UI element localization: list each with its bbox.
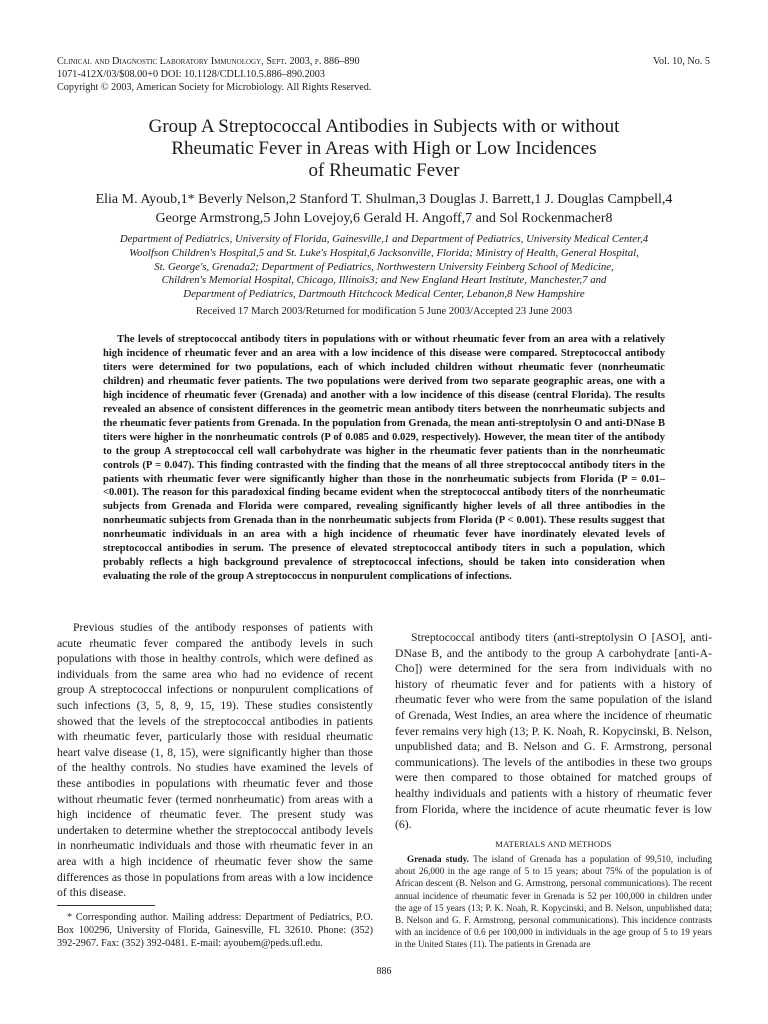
journal-line: Clinical and Diagnostic Laboratory Immunology, Sept. 2003, p. 886–890	[57, 56, 360, 67]
article-title	[60, 116, 708, 182]
title-line-1: Group A Streptococcal Antibodies in Subjects with or without	[148, 116, 620, 137]
copyright-line: Copyright © 2003, American Society for Microbiology. All Rights Reserved.	[57, 82, 372, 93]
intro-paragraph: Previous studies of the antibody responses of patients with acute rheumatic fever compared the antibody levels in such populations with those in healthy controls, which were defined as individuals from the same area who had no evidence of recent group A streptococcal infections or nonpurulent complications of such infections (3, 5, 8, 9, 15, 19). These studies consistently showed that the levels of the streptococcal antibodies in patients with rheumatic fever, particularly those with residual rheumatic heart valve disease (1, 8, 15), were significantly higher than those of the healthy controls. No studies have examined the levels of these antibodies in populations with rheumatic fever and those without rheumatic fever (termed nonrheumatic) from areas with a high incidence of rheumatic fever. The present study was undertaken to determine whether the streptococcal antibody levels in nonrheumatic individuals and those with rheumatic fever in an area with a high incidence of rheumatic fever show the same differences as those in populations from areas with a low incidence of this disease.	[57, 621, 373, 900]
subsection-text: The island of Grenada has a population of 99,510, including about 26,000 in the age range of 5 to 15 years; about 75% of the population is of African descent (B. Nelson and G. Armstrong, personal communications). The recent annual incidence of rheumatic fever in Grenada is 52 per 100,000 in children under the age of 15 years (13; P. K. Noah, R. Kopycinski, and B. Nelson, unpublished data; B. Nelson and G. F. Armstrong, personal communications). This incidence contrasts with an incidence of 0.6 per 100,000 in individuals in the age group of 5 to 19 years in the United States (11). The patients in Grenada are	[395, 854, 712, 950]
right-column	[395, 630, 712, 833]
received-dates: Received 17 March 2003/Returned for modification 5 June 2003/Accepted 23 June 2003	[195, 306, 573, 317]
author-list	[40, 190, 728, 228]
grenada-study-paragraph	[395, 853, 712, 951]
page-number: 886	[376, 966, 392, 977]
affiliation-line-3: St. George's, Grenada2; Department of Pediatrics, Northwestern University Feinberg School of Medicine,	[154, 260, 614, 273]
abstract: The levels of streptococcal antibody titers in populations with or without rheumatic fever from an area with a relatively high incidence of rheumatic fever and an area with a low incidence of this disease were compared. Streptococcal antibody titers were determined for two populations, each of which included children without rheumatic fever (nonrheumatic children) and rheumatic fever patients. The two populations were derived from two separate geographic areas, one with a high incidence of rheumatic fever (Grenada) and another with a low incidence of this disease (central Florida). The results revealed an absence of consistent differences in the geometric mean antibody titers between the nonrheumatic subjects and the rheumatic fever patients from Grenada. In the population from Grenada, the mean anti-streptolysin O and anti-DNase B titers were higher in the nonrheumatic controls (P of 0.085 and 0.029, respectively). However, the mean titer of the antibody to the group A streptococcal cell wall carbohydrate was higher in the rheumatic fever patients than in the nonrheumatic controls (P = 0.047). This finding contrasted with the finding that the means of all three streptococcal antibody titers in the patients with rheumatic fever were significantly higher than those in the nonrheumatic subjects from Florida (P = 0.01–<0.001). The reason for this paradoxical finding became evident when the streptococcal antibody titers of the nonrheumatic subjects from Grenada and Florida were compared, revealing significantly higher levels of all three antibodies in the nonrheumatic subjects from Grenada than in the nonrheumatic subjects from Florida (P < 0.001). These results suggest that nonrheumatic individuals in an area with a high incidence of rheumatic fever have inordinately elevated levels of streptococcal antibodies in serum. The presence of elevated streptococcal antibody titers in such a population, which probably reflects a high background prevalence of streptococcal infections, should be taken into consideration when evaluating the role of the group A streptococcus in nonpurulent complications of infections.	[103, 334, 665, 583]
title-line-2: Rheumatic Fever in Areas with High or Low Incidences	[171, 138, 597, 159]
left-column	[57, 620, 373, 901]
corresponding-author-footnote: * Corresponding author. Mailing address: Department of Pediatrics, P.O. Box 100296, University of Florida, Gainesville, FL 32610. Phone: (352) 392-2967. Fax: (352) 392-0481. E-mail: ayoubem@peds.ufl.edu.	[57, 912, 373, 949]
affiliation-line-5: Department of Pediatrics, Dartmouth Hitchcock Medical Center, Lebanon,8 New Hampshire	[183, 288, 585, 301]
running-header	[57, 55, 577, 94]
affiliation-line-1: Department of Pediatrics, University of Florida, Gainesville,1 and Department of Pediatrics, University Medical Center,4	[119, 233, 649, 245]
affiliation-line-2: Woolfson Children's Hospital,5 and St. Luke's Hospital,6 Jacksonville, Florida; Ministry of Health, General Hospital,	[129, 246, 639, 259]
author-line-1: Elia M. Ayoub,1* Beverly Nelson,2 Stanford T. Shulman,3 Douglas J. Barrett,1 J. Douglas Campbell,4	[95, 192, 673, 207]
title-line-3: of Rheumatic Fever	[308, 160, 460, 181]
author-line-2: George Armstrong,5 John Lovejoy,6 Gerald H. Angoff,7 and Sol Rockenmacher8	[155, 211, 613, 226]
subsection-label: Grenada study.	[407, 854, 470, 864]
intro-paragraph-2: Streptococcal antibody titers (anti-streptolysin O [ASO], anti-DNase B, and the antibody to the group A carbohydrate [anti-A-Cho]) were determined for the sera from individuals with no history of rheumatic fever and for patients with a history of rheumatic fever who were from the same population of the island of Grenada, West Indies, an area where the incidence of rheumatic fever remains very high (13; P. K. Noah, R. Kopycinski, B. Nelson, unpublished data; and B. Nelson and G. F. Armstrong, personal communications). The levels of the antibodies in these two groups were then compared to those obtained for matched groups of healthy individuals and patients with a history of rheumatic fever from Florida, where the incidence of acute rheumatic fever is low (6).	[395, 631, 712, 832]
doi-line: 1071-412X/03/$08.00+0 DOI: 10.1128/CDLI.10.5.886–890.2003	[57, 69, 325, 80]
volume-issue: Vol. 10, No. 5	[653, 56, 710, 67]
affiliations	[60, 233, 708, 302]
footnote-rule	[57, 905, 155, 906]
affiliation-line-4: Children's Memorial Hospital, Chicago, Illinois3; and New England Heart Institute, Manchester,7 and	[161, 274, 607, 287]
section-heading: MATERIALS AND METHODS	[495, 839, 612, 849]
